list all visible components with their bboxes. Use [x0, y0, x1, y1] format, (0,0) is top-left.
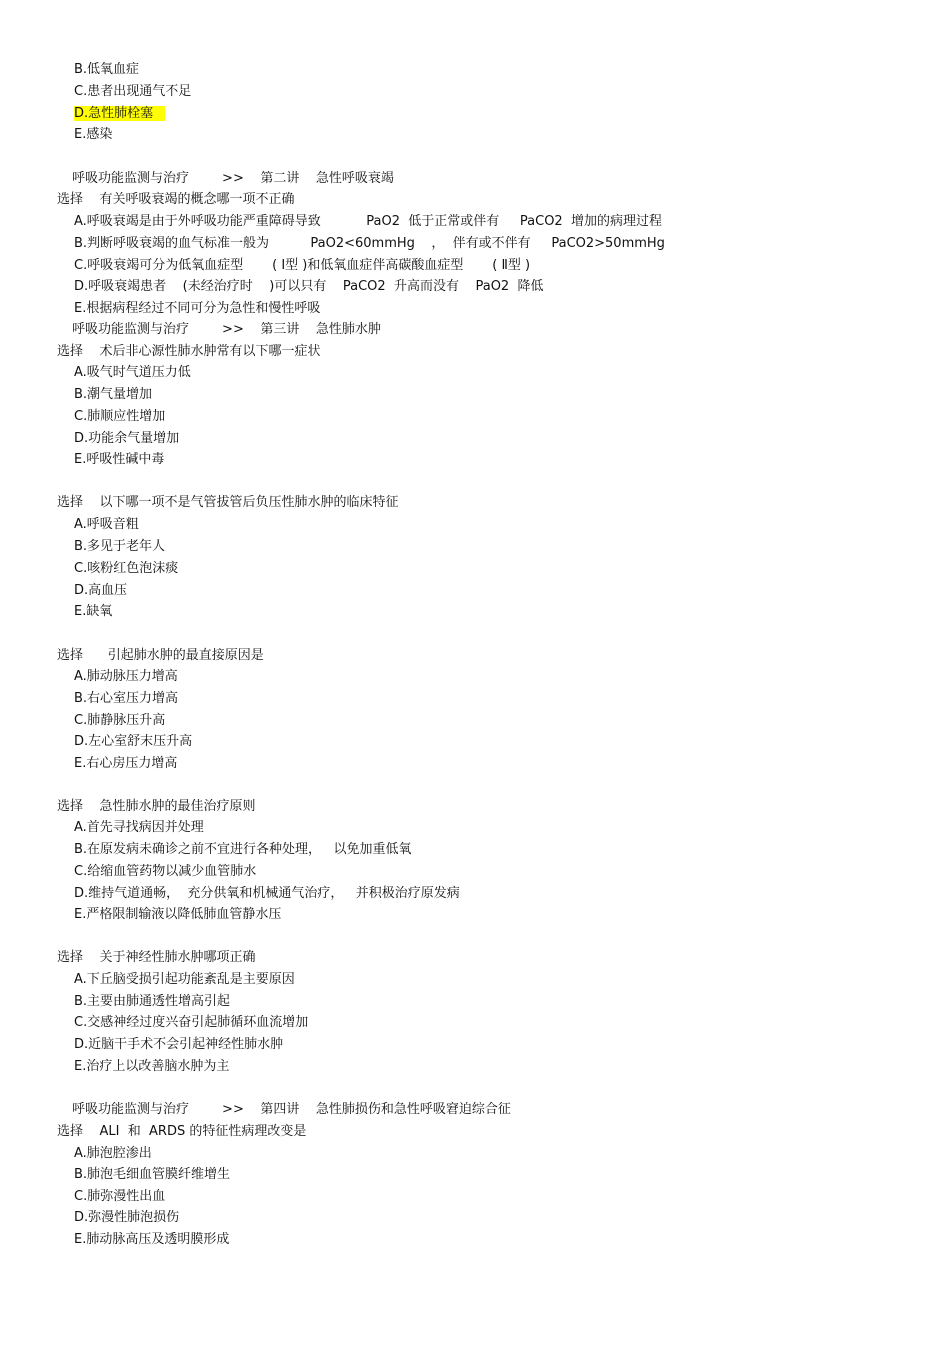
answer-option: C.肺顺应性增加 [74, 409, 166, 424]
answer-option: B.在原发病未确诊之前不宜进行各种处理， 以免加重低氧 [74, 842, 412, 857]
answer-option: C.患者出现通气不足 [74, 84, 192, 99]
answer-option: D.维持气道通畅， 充分供氧和机械通气治疗， 并积极治疗原发病 [74, 886, 460, 901]
answer-option: D.弥漫性肺泡损伤 [74, 1210, 180, 1225]
answer-option: C.肺静脉压升高 [74, 713, 166, 728]
answer-option: E.感染 [74, 127, 113, 142]
answer-option: E.右心房压力增高 [74, 756, 178, 771]
answer-option: D.左心室舒末压升高 [74, 734, 193, 749]
answer-option: C.呼吸衰竭可分为低氧血症型 ( Ⅰ型 )和低氧血症伴高碳酸血症型 ( Ⅱ型 ) [74, 258, 531, 273]
section-heading: 呼吸功能监测与治疗 >> 第三讲 急性肺水肿 [72, 322, 381, 337]
question-stem: 选择 关于神经性肺水肿哪项正确 [57, 950, 256, 965]
answer-option: C.给缩血管药物以减少血管肺水 [74, 864, 257, 879]
answer-option: A.下丘脑受损引起功能紊乱是主要原因 [74, 972, 295, 987]
answer-option: D.功能余气量增加 [74, 431, 180, 446]
answer-option: B.判断呼吸衰竭的血气标准一般为 PaO2<60mmHg ， 伴有或不伴有 PaCO2>50mmHg [74, 236, 665, 251]
answer-option: E.肺动脉高压及透明膜形成 [74, 1232, 230, 1247]
answer-option: A.吸气时气道压力低 [74, 365, 191, 380]
answer-option: E.呼吸性碱中毒 [74, 452, 165, 467]
answer-option: C.咳粉红色泡沫痰 [74, 561, 179, 576]
answer-option: B.主要由肺通透性增高引起 [74, 994, 231, 1009]
answer-option: E.治疗上以改善脑水肿为主 [74, 1059, 230, 1074]
highlighted-answer-option [74, 106, 165, 122]
answer-option: A.呼吸衰竭是由于外呼吸功能严重障碍导致 PaO2 低于正常或伴有 PaCO2 增加的病理过程 [74, 214, 662, 229]
answer-option: B.多见于老年人 [74, 539, 166, 554]
section-heading: 呼吸功能监测与治疗 >> 第二讲 急性呼吸衰竭 [72, 171, 394, 186]
question-stem: 选择 ALI 和 ARDS 的特征性病理改变是 [57, 1124, 307, 1139]
answer-option: D.近脑干手术不会引起神经性肺水肿 [74, 1037, 284, 1052]
highlight-mark: D.急性肺栓塞 [74, 106, 165, 121]
answer-option: D.高血压 [74, 583, 128, 598]
question-stem: 选择 引起肺水肿的最直接原因是 [57, 648, 264, 663]
section-heading: 呼吸功能监测与治疗 >> 第四讲 急性肺损伤和急性呼吸窘迫综合征 [72, 1102, 511, 1117]
answer-option: B.低氧血症 [74, 62, 140, 77]
answer-option: A.呼吸音粗 [74, 517, 139, 532]
question-stem: 选择 术后非心源性肺水肿常有以下哪一症状 [57, 344, 321, 359]
answer-option: A.肺泡腔渗出 [74, 1146, 152, 1161]
answer-option: B.肺泡毛细血管膜纤维增生 [74, 1167, 231, 1182]
answer-option: E.严格限制输液以降低肺血管静水压 [74, 907, 282, 922]
answer-option: B.潮气量增加 [74, 387, 153, 402]
question-stem: 选择 急性肺水肿的最佳治疗原则 [57, 799, 256, 814]
answer-option: A.肺动脉压力增高 [74, 669, 178, 684]
answer-option: E.缺氧 [74, 604, 113, 619]
answer-option: E.根据病程经过不同可分为急性和慢性呼吸 [74, 301, 321, 316]
answer-option: C.交感神经过度兴奋引起肺循环血流增加 [74, 1015, 309, 1030]
question-stem: 选择 以下哪一项不是气管拔管后负压性肺水肿的临床特征 [57, 495, 399, 510]
answer-option: B.右心室压力增高 [74, 691, 179, 706]
answer-option: C.肺弥漫性出血 [74, 1189, 166, 1204]
answer-option: D.呼吸衰竭患者 (未经治疗时 )可以只有 PaCO2 升高而没有 PaO2 降低 [74, 279, 544, 294]
answer-option: A.首先寻找病因并处理 [74, 820, 204, 835]
question-stem: 选择 有关呼吸衰竭的概念哪一项不正确 [57, 192, 295, 207]
